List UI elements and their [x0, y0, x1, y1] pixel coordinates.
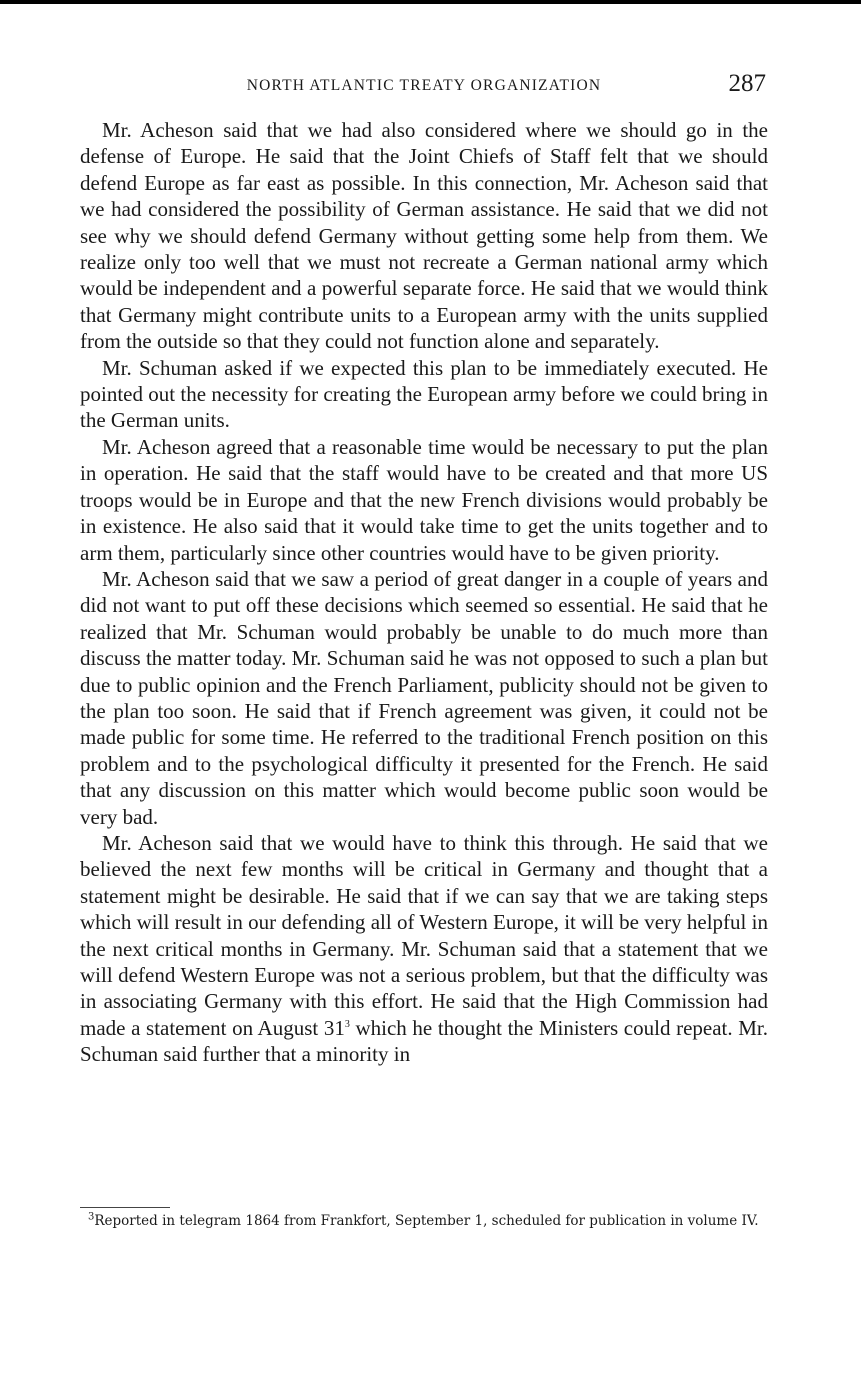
- paragraph-5-text-end: which he thought the Ministers could repeat. Mr. Schuman said further that a minority in: [80, 1015, 768, 1067]
- footnote-marker: 3: [88, 1211, 95, 1223]
- footnote-divider: [80, 1207, 170, 1208]
- paragraph-5-text-start: Mr. Acheson said that we would have to think this through. He said that we believed the next few months will be critical in Germany and thought that a statement might be desirable. He said that if we can say that we are taking steps which will result in our defending all of Western Europe, it will be very helpful in the next critical months in Germany. Mr. Schuman said that a statement that we will defend Western Europe was not a serious problem, but that the difficulty was in associating Germany with this effort. He said that the High Commission had made a statement on August 31: [80, 830, 768, 1040]
- page-top-edge: [0, 0, 861, 4]
- paragraph-3: Mr. Acheson agreed that a reasonable time would be necessary to put the plan in operation. He said that the staff would have to be created and that more US troops would be in Europe and that the new French divisions would probably be in existence. He also said that it would take time to get the units together and to arm them, particularly since other countries would have to be given priority.: [80, 434, 768, 565]
- footnote-reference: 3: [344, 1018, 350, 1030]
- paragraph-4: Mr. Acheson said that we saw a period of great danger in a couple of years and did not want to put off these decisions which seemed so essential. He said that he realized that Mr. Schuman would probably be unable to do much more than discuss the matter today. Mr. Schuman said he was not opposed to such a plan but due to public opinion and the French Parliament, publicity should not be given to the plan too soon. He said that if French agreement was given, it could not be made public for some time. He referred to the traditional French position on this problem and to the psychological difficulty it presented for the French. He said that any discussion on this matter which would become public soon would be very bad.: [80, 566, 768, 829]
- footnote: [80, 1213, 768, 1230]
- paragraph-1: Mr. Acheson said that we had also considered where we should go in the defense of Europe. He said that the Joint Chiefs of Staff felt that we should defend Europe as far east as possible. In this connection, Mr. Acheson said that we had considered the possibility of German assistance. He said that we did not see why we should defend Germany without getting some help from them. We realize only too well that we must not recreate a German national army which would be independent and a powerful separate force. He said that we would think that Germany might contribute units to a European army with the units supplied from the outside so that they could not function alone and separately.: [80, 118, 768, 354]
- footnote-text: Reported in telegram 1864 from Frankfort, September 1, scheduled for publication in volume IV.: [94, 1213, 759, 1229]
- body-text: [80, 117, 768, 1068]
- running-head: NORTH ATLANTIC TREATY ORGANIZATION: [246, 77, 602, 94]
- paragraph-2: Mr. Schuman asked if we expected this plan to be immediately executed. He pointed out the necessity for creating the European army before we could bring in the German units.: [80, 355, 768, 433]
- page-number: 287: [728, 70, 766, 97]
- page-header: [80, 70, 768, 104]
- paragraph-5: [80, 830, 768, 1068]
